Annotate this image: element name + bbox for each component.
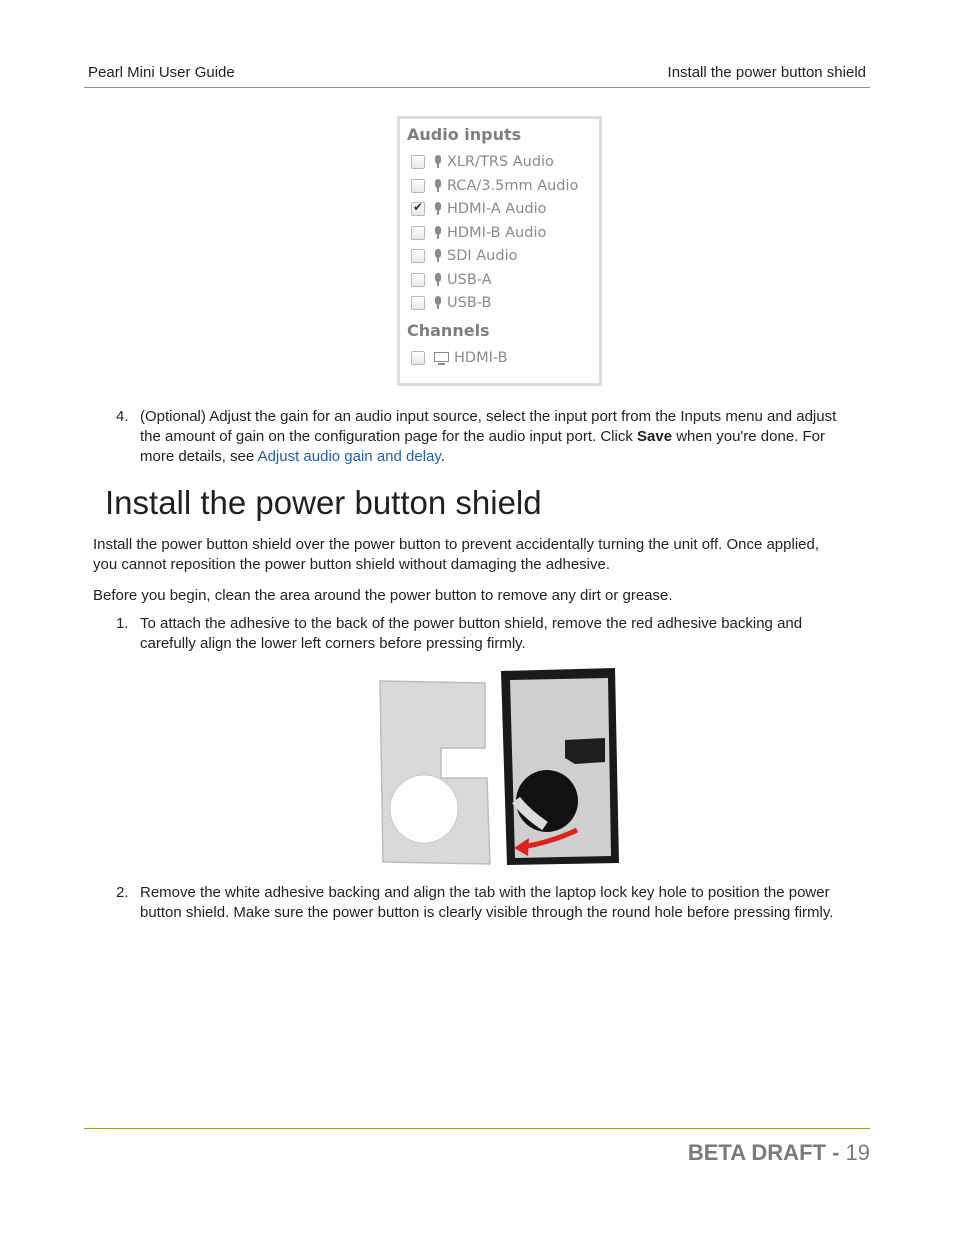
step-2-line: button shield. Make sure the power button is clearly visible through the round hole before pressing firmly. [140, 904, 834, 921]
intro-line: Install the power button shield over the power button to prevent accidentally turning the unit off. Once applied, [93, 536, 820, 553]
step-1-line: carefully align the lower left corners before pressing firmly. [140, 635, 526, 652]
step-4-text [140, 407, 870, 467]
audio-input-row[interactable] [411, 200, 547, 218]
adjust-audio-gain-link[interactable]: Adjust audio gain and delay [257, 448, 441, 465]
text: more details, see [140, 448, 258, 465]
page-number: 19 [845, 1140, 870, 1165]
header-section-title: Install the power button shield [667, 64, 866, 81]
step-1-line: To attach the adhesive to the back of the power button shield, remove the red adhesive backing and [140, 615, 803, 632]
checkbox[interactable] [411, 155, 425, 169]
step-4-line: (Optional) Adjust the gain for an audio input source, select the input port from the Inputs menu and adjust [140, 408, 837, 425]
audio-input-label: HDMI-B Audio [447, 225, 547, 241]
microphone-icon [434, 202, 442, 216]
step-2-text [140, 883, 875, 923]
audio-input-label: USB-B [447, 295, 492, 311]
step-1-text [140, 614, 870, 654]
microphone-icon [434, 226, 442, 240]
audio-input-label: RCA/3.5mm Audio [447, 178, 579, 194]
step-number: 1. [116, 615, 129, 632]
audio-input-row[interactable] [411, 247, 517, 265]
checkbox[interactable] [411, 179, 425, 193]
intro-line: you cannot reposition the power button shield without damaging the adhesive. [93, 556, 611, 573]
audio-inputs-panel [397, 116, 602, 386]
doc-title: Pearl Mini User Guide [88, 64, 235, 81]
section-intro [93, 535, 873, 575]
before-you-begin: Before you begin, clean the area around the power button to remove any dirt or grease. [93, 587, 673, 604]
channel-row[interactable] [411, 349, 508, 367]
audio-input-row[interactable] [411, 153, 554, 171]
microphone-icon [434, 179, 442, 193]
channels-heading: Channels [407, 321, 490, 340]
page-footer [688, 1140, 870, 1166]
power-button-shield-photo [377, 666, 621, 866]
checkbox[interactable] [411, 249, 425, 263]
save-term: Save [637, 428, 673, 445]
audio-input-row[interactable] [411, 224, 546, 242]
step-number: 4. [116, 408, 129, 425]
text: . [440, 448, 445, 465]
text: when you're done. For [672, 428, 825, 445]
audio-input-label: USB-A [447, 272, 492, 288]
step-2-line: Remove the white adhesive backing and align the tab with the laptop lock key hole to position the power [140, 884, 830, 901]
checkbox-checked[interactable] [411, 202, 425, 216]
audio-input-row[interactable] [411, 177, 578, 195]
channel-label: HDMI-B [454, 350, 508, 366]
audio-input-label: SDI Audio [447, 248, 518, 264]
section-heading: Install the power button shield [105, 484, 542, 521]
microphone-icon [434, 273, 442, 287]
audio-input-label: XLR/TRS Audio [447, 154, 554, 170]
header-rule [84, 87, 870, 88]
microphone-icon [434, 249, 442, 263]
audio-inputs-heading: Audio inputs [407, 125, 522, 144]
monitor-icon [434, 351, 449, 365]
checkbox[interactable] [411, 273, 425, 287]
footer-rule [84, 1128, 870, 1129]
checkbox[interactable] [411, 226, 425, 240]
text: the amount of gain on the configuration page for the audio input port. Click [140, 428, 637, 445]
checkbox[interactable] [411, 296, 425, 310]
audio-input-label: HDMI-A Audio [447, 201, 547, 217]
step-4-line [140, 427, 870, 447]
beta-draft-label: BETA DRAFT - [687, 1140, 846, 1165]
microphone-icon [434, 296, 442, 310]
audio-input-row[interactable] [411, 294, 491, 312]
checkbox[interactable] [411, 351, 425, 365]
microphone-icon [434, 155, 442, 169]
audio-input-row[interactable] [411, 271, 492, 289]
step-4-line [140, 447, 870, 467]
step-number: 2. [116, 884, 129, 901]
